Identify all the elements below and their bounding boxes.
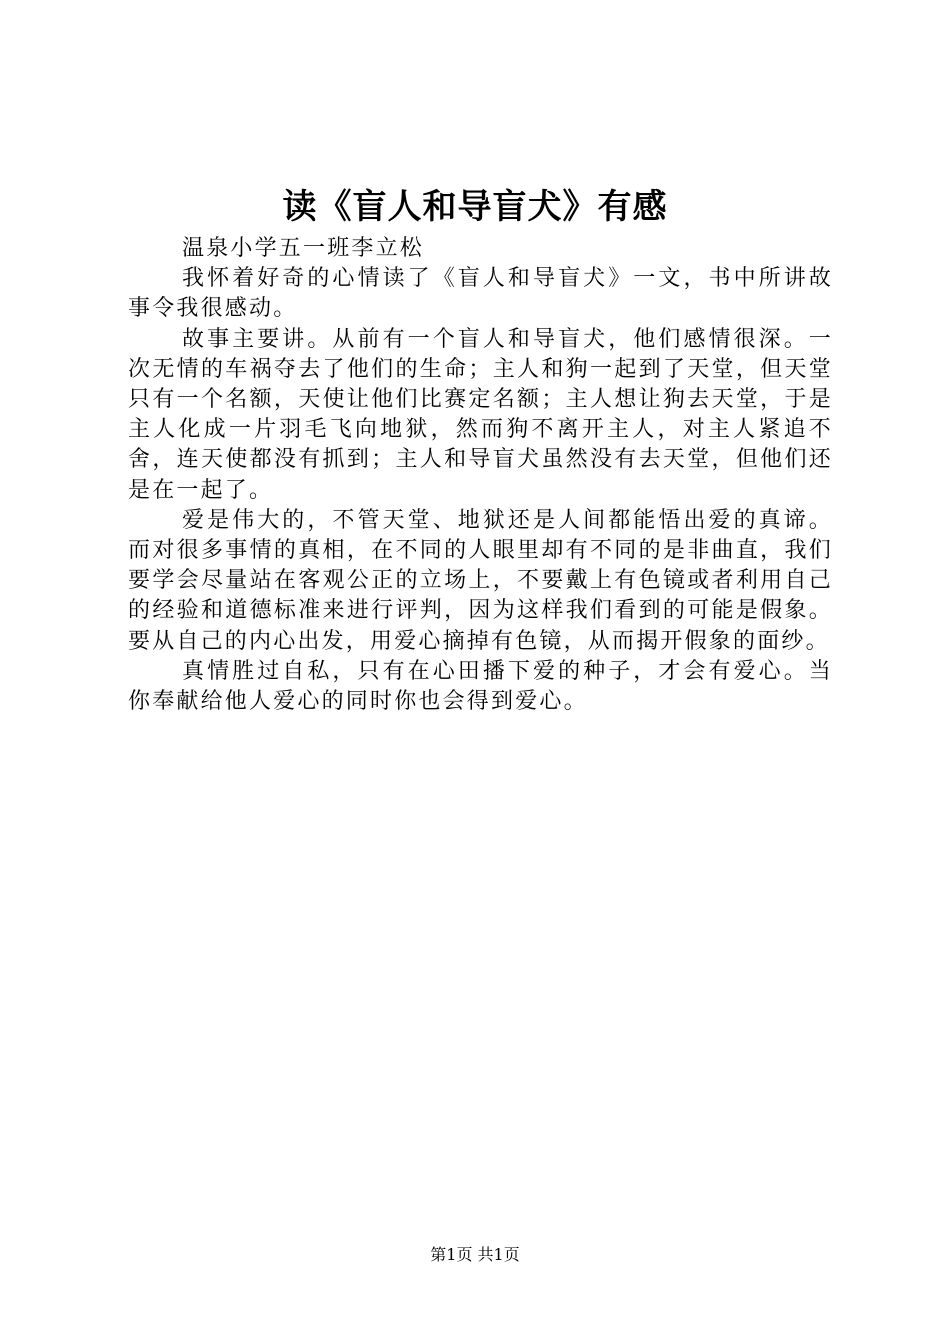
page-footer: 第1页 共1页 bbox=[430, 1245, 520, 1264]
paragraph-3: 爱是伟大的，不管天堂、地狱还是人间都能悟出爱的真谛。而对很多事情的真相，在不同的人眼里却有不同的是非曲直，我们要学会尽量站在客观公正的立场上，不要戴上有色镜或者利用自己的经验和道德标准来进行评判，因为这样我们看到的可能是假象。要从自己的内心出发，用爱心摘掉有色镜，从而揭开假象的面纱。 bbox=[128, 507, 833, 654]
document-body bbox=[128, 234, 833, 717]
paragraph-4: 真情胜过自私，只有在心田播下爱的种子，才会有爱心。当你奉献给他人爱心的同时你也会得到爱心。 bbox=[128, 658, 833, 715]
author-line: 温泉小学五一班李立松 bbox=[182, 236, 425, 261]
paragraph-2: 故事主要讲。从前有一个盲人和导盲犬，他们感情很深。一次无情的车祸夺去了他们的生命；主人和狗一起到了天堂，但天堂只有一个名额，天使让他们比赛定名额；主人想让狗去天堂，于是主人化成一片羽毛飞向地狱，然而狗不离开主人，对主人紧追不舍，连天使都没有抓到；主人和导盲犬虽然没有去天堂，但他们还是在一起了。 bbox=[128, 326, 833, 503]
paragraph-1: 我怀着好奇的心情读了《盲人和导盲犬》一文，书中所讲故事令我很感动。 bbox=[128, 266, 833, 322]
document-title: 读《盲人和导盲犬》有感 bbox=[282, 187, 668, 227]
